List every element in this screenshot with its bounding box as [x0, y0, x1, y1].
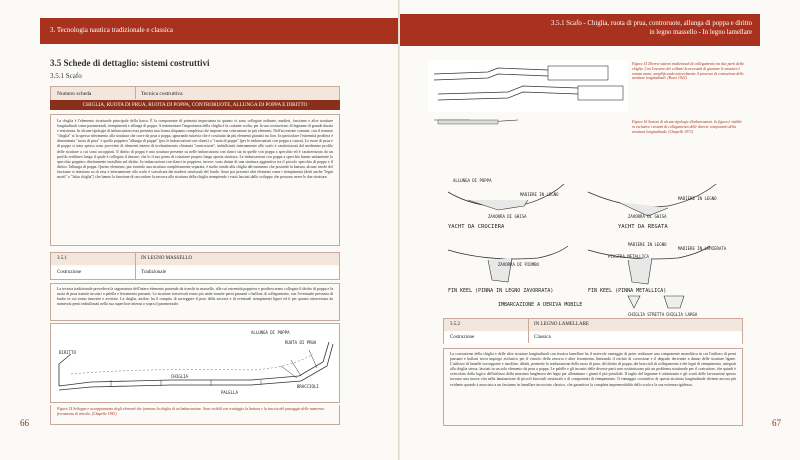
- body-text-left-2: La tecnica tradizionale prevedeva la sagomatura dell'intero elemento partendo da tronchi in massello, alle cui estremità poppiera e prodiera erano collegate il diritto di poppa e la ruota di prua tramite incastri a palella e ferramenta passanti. Le strutture trasversali erano poi unite tramite perni passanti o bulloni di collegamento, con l'eventuale presenza di bache in cui erano inseriete e avvitate. La chiglia, inoltre, ha il compito di sorreggere il peso della zavorra e di eventuali riempimenti lignei ed il per quanto attraversata da numerosi perni imbullonati nella sua superficie interna o sopra il paramezzale.: [50, 283, 340, 321]
- table-a-id: 3.5.1: [57, 256, 67, 261]
- table-b-key: Costruzione: [450, 335, 475, 340]
- figure-14-caption: Figura 14 Sviluppo e accoppiamento degli elementi che formano la chiglia di un'imbarcazione. Sono visibili con tratteggio la battura e la traccia del passaggio delle numerose ferramenta di vincolo. (Chapelle 1941): [50, 405, 340, 425]
- fig-label-ruota: RUOTA DI PRUA: [285, 340, 317, 345]
- sheet-value: Tecnica costruttiva: [141, 91, 183, 97]
- label-chiglia-stretta: CHIGLIA STRETTA: [628, 312, 665, 317]
- keel-types-figure: [428, 60, 738, 322]
- subsection-title: 3.5.1 Scafo: [50, 72, 82, 80]
- table-b-id: 3.5.2: [450, 322, 460, 327]
- figure-15-caption: Figura 15 Diversi sistemi tradizionali di collegamento tra due parti della chiglia. Con l'avvento dei collanti la necessità di giuntare le strutture è venuta meno, semplificando notevolmente il processo di costruzione delle strutture longitudinali. (Rossi 1922): [632, 62, 744, 81]
- label-deriva: IMBARCAZIONE A DERIVA MOBILE: [498, 302, 583, 308]
- left-running-header: 3. Tecnologia nautica tradizionale e classica: [40, 18, 400, 44]
- label-zavorra-ghisa-2: ZAVORRA DI GHISA: [628, 214, 667, 219]
- fig-label-allunga: ALLUNGA DI POPPA: [251, 330, 290, 335]
- table-b-value: Classica: [534, 335, 551, 340]
- right-header-line-1: 3.5.1 Scafo - Chiglia, ruota di prua, controruote, allunga di poppa e diritto: [550, 20, 752, 27]
- label-zavorra-ghisa-1: ZAVORRA DI GHISA: [488, 214, 527, 219]
- label-fin-keel-metal: FIN KEEL (PINNA METALLICA): [588, 288, 667, 294]
- label-regata: YACHT DA REGATA: [618, 224, 668, 230]
- table-a-value: Tradizionale: [141, 270, 167, 275]
- label-chiglia-larga: CHIGLIA LARGA: [666, 312, 698, 317]
- fig-label-chiglia: CHIGLIA: [171, 374, 188, 379]
- section-title: 3.5 Schede di dettaglio: sistemi costruttivi: [50, 58, 210, 68]
- sheet-label: Numero scheda: [57, 91, 92, 97]
- page-number-right: 67: [772, 418, 781, 428]
- right-running-header: [400, 14, 760, 46]
- body-text-right: La costruzione della chiglia e delle altre strutture longitudinali con tecnica lamellare ha il notevole vantaggio di poter realizzare una componente monolitica in cui l'utilizzo di perni passanti e bulloni trova impiego esclusivo per il vincolo della zavorra e altre ferramenta, limitando il rischio di corrosione e il degrado derivante a danno delle strutture lignee. L'utilizzo di lamelle sovrapposte e incollate, difatti, permette la realizzazione della ruota di prua, del diritto di poppa, dei bracciali di collegamento e dei legni di riempimento, integrati alla chiglia stessa, lasciati in un solo elemento da prua a poppa. Le palelle e gli incastri delle diverse parti non costituiscono più un problema strutturale per il costruttore, che quindi è svincolato dalla logica dell'utilizzo della massima lunghezza dei legni per allontanare i giunti il più possibile. Il taglio del legname è ottimizzato e gli scarti delle lavorazioni spesso trovano una nuova vita nella laminazione di piccoli bracciali strutturali o di componenti di riempimento. Il vantaggio costruttivo di questa struttura longitudinale diviene ancora più evidente quando è associato a un fasciame in lamellare incrociato classico, che garantisce la completa impermeabilità dello scafo e la sua estrema rigidezza.: [443, 348, 743, 426]
- label-allunga: ALLUNGA DI POPPA: [453, 178, 492, 183]
- fig-label-diritto: DIRITTO: [59, 350, 76, 355]
- figure-16-caption: Figura 16 Sezioni di alcune tipologie d'imbarcazioni. In figura è visibile in esclusivo i sistemi di collegamento delle diverse componenti della struttura longitudinale. (Chapelle 1971): [632, 120, 743, 134]
- keel-types-drawing: [428, 60, 738, 322]
- label-crociera: YACHT DA CROCIERA: [448, 224, 505, 230]
- table-lamellare: [443, 318, 743, 344]
- keel-drawing: [51, 324, 339, 402]
- label-madiere-legno-3: MADIERE IN LEGNO: [628, 242, 667, 247]
- label-zavorra-piombo: ZAVORRA DI PIOMBO: [498, 262, 539, 267]
- table-massello: [50, 252, 340, 280]
- body-text-left: La chiglia è l'elemento strutturale principale della barca. È la componente di primaria importanza in quanto vi sono collegate ordinate, madieri, fasciame e altre strutture longitudinali come paramezzali, riempimenti e allunga di poppa. A testimoniare l'importanza della chiglia è la costante scelta, per la sua costruzione, di legname di grande durata e resistenza. In alcune tipologie di imbarcazioni essa presenta una forma aliquanto complessa che impone una costruzione in più elementi. Nell'accezione comune, con il termine "chiglia" si fa spesso riferimento alla struttura che corre da prua a poppa, ignorando tuttavia che è costituita da più elementi giuntati tra loro. In particolare l'estremità prodiera è denominata "ruota di prua" e quella poppiera "allunga di poppa" (per le imbarcazioni con slanci) o "ruota di poppa" (per le imbarcazioni con poppa a canoa). Le ruote di prua e di poppa si sono spesso sono provviste di elementi interni di irrobustimento chiamati "controruote", imbullonati internamente allo scafo e caratterizzati dal medesimo profilo delle strutture a cui sono accoppiati. Il diritto di poppa è una struttura presente su nelle imbarcazioni con slanci sia in quelle con poppa a specchio ed è caratterizzato da un profilo rettilineo lungo il quale è collegato il timone, che lo il suo perno di rotazione proprio lungo questa struttura. Le imbarcazioni con poppa a specchio hanno unitamente lo specchio poppiero direttamente installato sul diritto. In imbarcazioni con slanci in poppiera, invece, sono dotate di una struttura aggiuntiva tra il piccolo specchio di poppa e il diritto: l'allunga di poppa. Questo elemento, pur essendo una struttura completamente separata, è molto simile alla chiglia dal momento che possiede la battura, alcune tavole del fasciame si intestano su di essa e internamente allo scafo è scavalcata dai madieri strutturali del fondo. Sono poi presenti altri elementi come i riempimenti (detti anche "legni morti" o "falsa chiglia") che hanno la funzione di raccordare la zavorra alla struttura della chiglia riempiendo i vuoti lasciati dallo sviluppo che possono avere le due strutture.: [50, 114, 340, 246]
- right-page: [400, 0, 800, 460]
- page-number-left: 66: [20, 418, 29, 428]
- label-madiere-legno-2: MADIERE IN LEGNO: [678, 196, 717, 201]
- table-a-title: IN LEGNO MASSELLO: [141, 256, 193, 261]
- label-piastra: PIASTRA METALLICA: [608, 254, 649, 259]
- table-a-key: Costruzione: [57, 270, 82, 275]
- keel-figure: [50, 323, 340, 403]
- label-madiere-legno-1: MADIERE IN LEGNO: [520, 192, 559, 197]
- table-b-title: IN LEGNO LAMELLARE: [534, 322, 589, 327]
- fig-label-braccioli: BRACCIOLI: [297, 384, 319, 389]
- fig-label-palella: PALELLA: [221, 390, 238, 395]
- sheet-title-bar: CHIGLIA, RUOTA DI PRUA, RUOTA DI POPPA, CONTRORUOTE, ALLUNGA DI POPPA E DIRITTO: [50, 100, 340, 110]
- label-fin-keel-wood: FIN KEEL (PINNA IN LEGNO ZAVORRATA): [448, 288, 554, 294]
- label-madiere-lamierata: MADIERE IN LAMIERATA: [678, 246, 727, 251]
- right-header-line-2: in legno massello - In legno lamellare: [649, 29, 752, 36]
